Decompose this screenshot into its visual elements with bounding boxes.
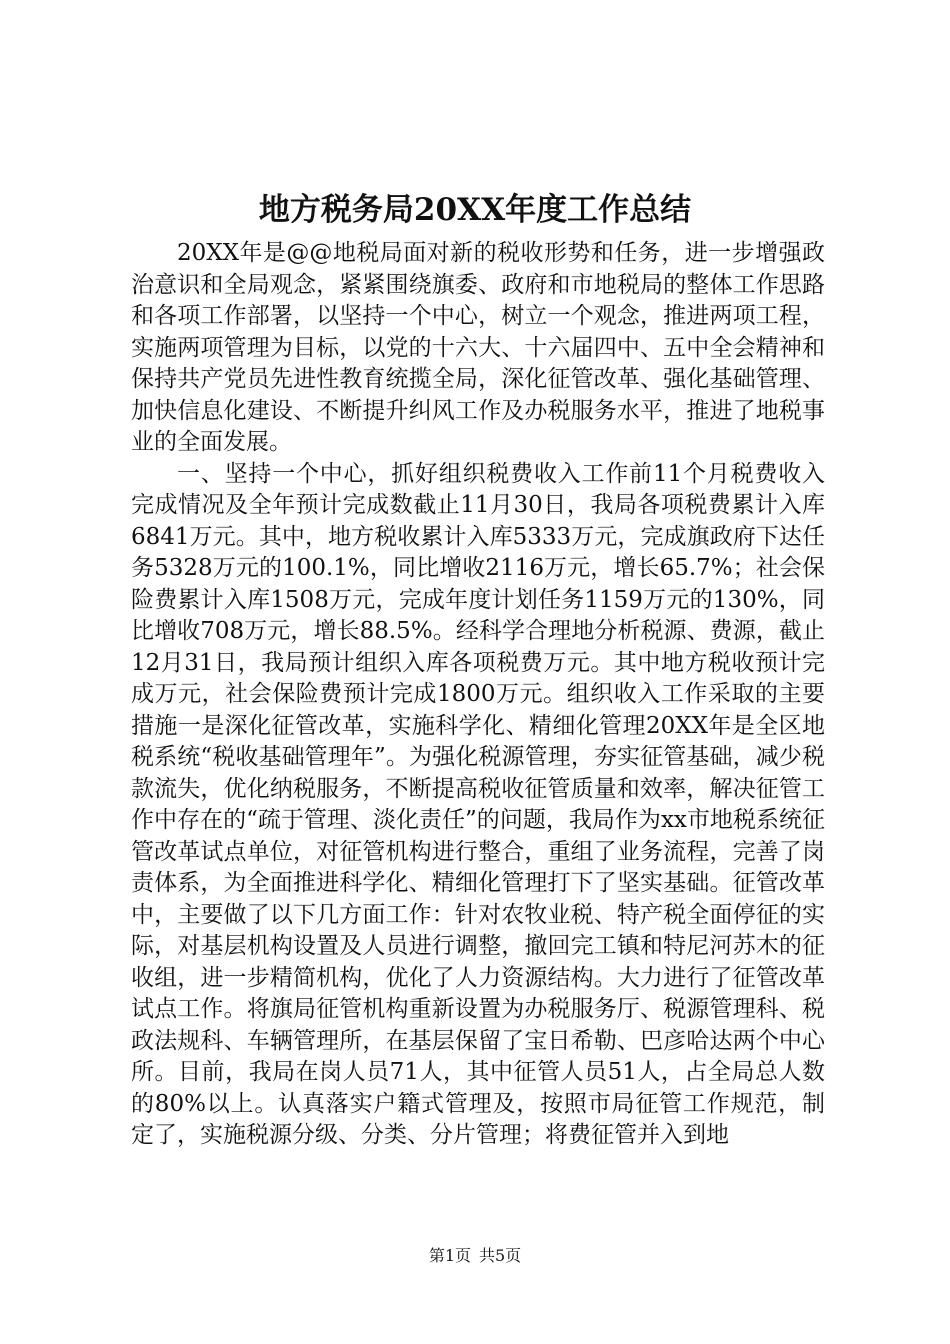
paragraph-intro: 20XX年是@@地税局面对新的税收形势和任务，进一步增强政治意识和全局观念，紧紧围绕旗委、政府和市地税局的整体工作思路和各项工作部署，以坚持一个中心，树立一个观念，推进两项工程，实施两项管理为目标，以党的十六大、十六届四中、五中全会精神和保持共产党员先进性教育统揽全局，深化征管改革、强化基础管理、加快信息化建设、不断提升纠风工作及办税服务水平，推进了地税事业的全面发展。 bbox=[131, 240, 825, 455]
paragraph-section-one: 一、坚持一个中心，抓好组织税费收入工作前11个月税费收入完成情况及全年预计完成数截止11月30日，我局各项税费累计入库6841万元。其中，地方税收累计入库5333万元，完成旗政府下达任务5328万元的100.1%，同比增收2116万元，增长65.7%；社会保险费累计入库1508万元，完成年度计划任务1159万元的130%，同比增收708万元，增长88.5%。经科学合理地分析税源、费源，截止12月31日，我局预计组织入库各项税费万元。其中地方税收预计完成万元，社会保险费预计完成1800万元。组织收入工作采取的主要措施一是深化征管改革，实施科学化、精细化管理20XX年是全区地税系统“税收基础管理年”。为强化税源管理，夯实征管基础，减少税款流失，优化纳税服务，不断提高税收征管质量和效率，解决征管工作中存在的“疏于管理、淡化责任”的问题，我局作为xx市地税系统征管改革试点单位，对征管机构进行整合，重组了业务流程，完善了岗责体系，为全面推进科学化、精细化管理打下了坚实基础。征管改革中，主要做了以下几方面工作：针对农牧业税、特产税全面停征的实际，对基层机构设置及人员进行调整，撤回完工镇和特尼河苏木的征收组，进一步精简机构，优化了人力资源结构。大力进行了征管改革试点工作。将旗局征管机构重新设置为办税服务厅、税源管理科、税政法规科、车辆管理所，在基层保留了宝日希勒、巴彦哈达两个中心所。目前，我局在岗人员71人，其中征管人员51人，占全局总人数的80%以上。认真落实户籍式管理及，按照市局征管工作规范，制定了，实施税源分级、分类、分片管理；将费征管并入到地 bbox=[131, 460, 825, 1148]
page-footer bbox=[0, 1244, 950, 1268]
page-number: 第1页 bbox=[428, 1246, 471, 1265]
page-total: 共5页 bbox=[479, 1246, 522, 1265]
document-body bbox=[131, 238, 825, 1152]
document-title: 地方税务局20XX年度工作总结 bbox=[258, 192, 692, 228]
